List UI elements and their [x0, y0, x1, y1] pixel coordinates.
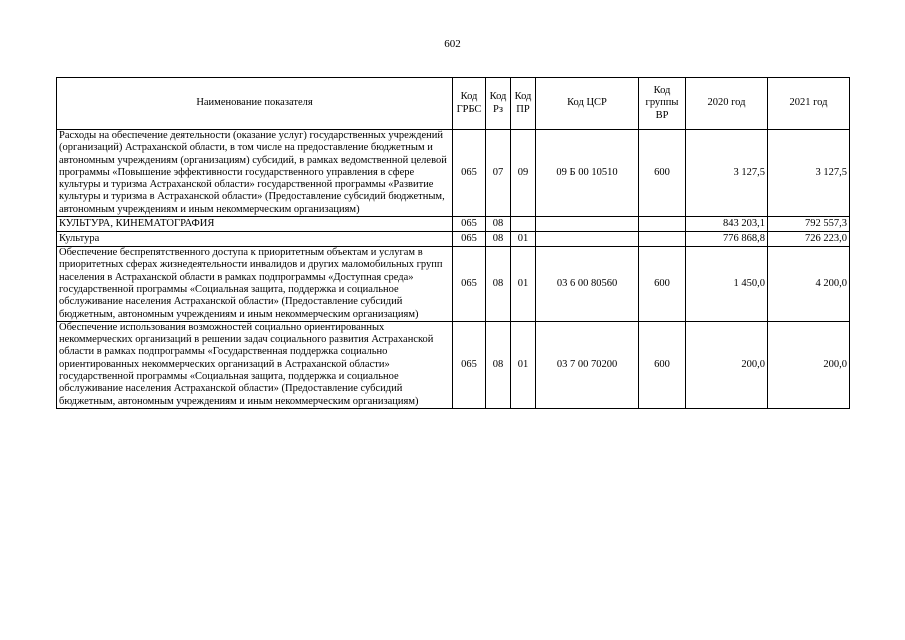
row-2020: 200,0	[686, 321, 768, 408]
header-grbs: Код ГРБС	[453, 78, 486, 130]
table-row	[57, 232, 850, 247]
row-csr	[536, 232, 639, 247]
row-csr	[536, 217, 639, 232]
row-rz: 08	[486, 217, 511, 232]
row-csr: 09 Б 00 10510	[536, 130, 639, 217]
row-vr	[639, 232, 686, 247]
row-2021: 4 200,0	[768, 247, 850, 322]
row-vr: 600	[639, 321, 686, 408]
row-2021: 200,0	[768, 321, 850, 408]
header-vr: Код группы ВР	[639, 78, 686, 130]
row-grbs: 065	[453, 247, 486, 322]
row-2021: 3 127,5	[768, 130, 850, 217]
row-2021: 792 557,3	[768, 217, 850, 232]
row-csr: 03 6 00 80560	[536, 247, 639, 322]
table-row	[57, 130, 850, 217]
row-vr: 600	[639, 130, 686, 217]
row-name: КУЛЬТУРА, КИНЕМАТОГРАФИЯ	[57, 217, 453, 232]
row-2020: 1 450,0	[686, 247, 768, 322]
row-name: Обеспечение беспрепятственного доступа к приоритетным объектам и услугам в приоритетных сферах жизнедеятельности инвалидов и других маломобильных групп населения в Астраханской области в рамках подпрограммы «Доступная среда» государственной программы «Социальная защита, поддержка и социальное обслуживание населения Астраханской области» (Предоставление субсидий бюджетным, автономным учреждениям и иным некоммерческим организациям)	[57, 247, 453, 322]
header-name: Наименование показателя	[57, 78, 453, 130]
row-2021: 726 223,0	[768, 232, 850, 247]
row-grbs: 065	[453, 217, 486, 232]
budget-table	[56, 77, 850, 409]
row-rz: 07	[486, 130, 511, 217]
row-2020: 3 127,5	[686, 130, 768, 217]
row-pr: 01	[511, 232, 536, 247]
row-name: Обеспечение использования возможностей социально ориентированных некоммерческих организаций в решении задач социального развития Астраханской области в рамках подпрограммы «Государственная поддержка социально ориентированных некоммерческих организаций в Астраханской области» государственной программы «Социальная защита, поддержка и социальное обслуживание населения Астраханской области» (Предоставление субсидий бюджетным, автономным учреждениям и иным некоммерческим организациям)	[57, 321, 453, 408]
table-row	[57, 247, 850, 322]
page-number: 602	[444, 38, 461, 50]
row-pr: 01	[511, 247, 536, 322]
row-rz: 08	[486, 321, 511, 408]
row-pr: 01	[511, 321, 536, 408]
row-pr	[511, 217, 536, 232]
row-2020: 776 868,8	[686, 232, 768, 247]
row-2020: 843 203,1	[686, 217, 768, 232]
header-csr: Код ЦСР	[536, 78, 639, 130]
row-vr: 600	[639, 247, 686, 322]
row-name: Культура	[57, 232, 453, 247]
header-rz: Код Рз	[486, 78, 511, 130]
header-pr: Код ПР	[511, 78, 536, 130]
row-csr: 03 7 00 70200	[536, 321, 639, 408]
table-header-row	[57, 78, 850, 130]
row-rz: 08	[486, 247, 511, 322]
row-grbs: 065	[453, 130, 486, 217]
header-2021: 2021 год	[768, 78, 850, 130]
row-vr	[639, 217, 686, 232]
header-2020: 2020 год	[686, 78, 768, 130]
table-row	[57, 217, 850, 232]
row-grbs: 065	[453, 232, 486, 247]
row-name: Расходы на обеспечение деятельности (оказание услуг) государственных учреждений (организаций) Астраханской области, в том числе на предоставление бюджетным и автономным учреждениям (организациям) субсидий, в рамках ведомственной целевой программы «Повышение эффективности государственного управления в сфере культуры и туризма Астраханской области» государственной программы «Развитие культуры и туризма в Астраханской области» (Предоставление субсидий бюджетным, автономным учреждениям и иным некоммерческим организациям)	[57, 130, 453, 217]
table-row	[57, 321, 850, 408]
row-pr: 09	[511, 130, 536, 217]
row-grbs: 065	[453, 321, 486, 408]
row-rz: 08	[486, 232, 511, 247]
